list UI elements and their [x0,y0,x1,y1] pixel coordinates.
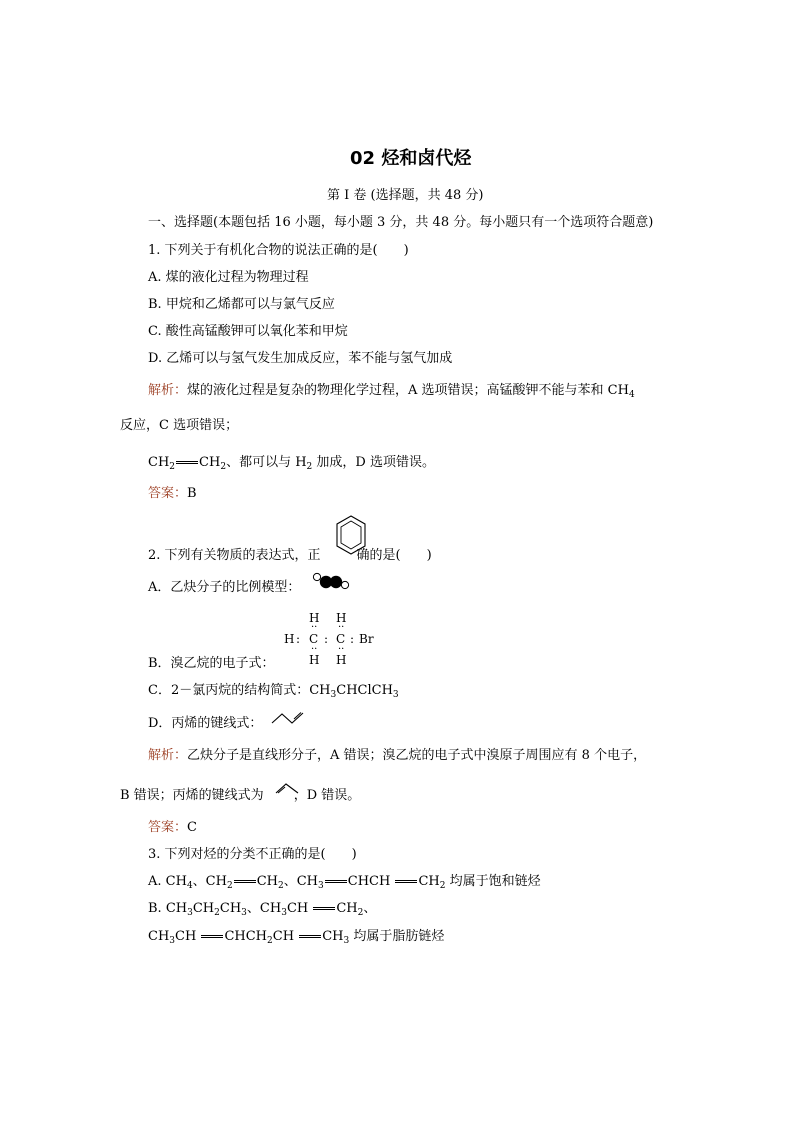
double-bond [201,935,223,938]
subscript: 2 [278,881,284,891]
acetylene-model-icon [311,572,351,590]
subscript: 2 [220,462,227,472]
formula-part: 、CH [246,901,282,916]
subscript: 3 [343,936,350,946]
subscript: 3 [392,690,399,700]
q2-stem [148,548,432,564]
atom-br: Br [359,632,374,646]
formula-part: CHCH [224,929,268,944]
electron-pair: : [350,632,355,646]
atom-h: H [309,653,320,667]
q1-analysis-line1 [148,383,635,399]
answer-value: B [187,486,197,501]
subscript: 2 [226,881,233,891]
double-bond [325,880,347,883]
electron-dots: ·· [338,644,345,655]
q1-option-b: B. 甲烷和乙烯都可以与氯气反应 [148,297,335,312]
q2-option-c [148,683,399,699]
atom-c: C [336,632,346,646]
formula-part: CH [256,874,278,889]
analysis-text: 加成，D 选项错误。 [312,455,435,470]
formula-part: 、CH [192,874,227,889]
subscript: 3 [187,908,193,918]
formula-part: 、 [363,901,377,916]
subscript: 2 [439,881,446,891]
formula-part: CH [175,929,201,944]
subscript: 2 [357,908,364,918]
electron-pair: : [324,632,329,646]
formula-part: 均属于脂肪链烃 [349,929,445,944]
subscript: 2 [267,936,273,946]
formula-part: 均属于饱和链烃 [445,874,541,889]
analysis-text: 乙炔分子是直线形分子，A 错误；溴乙烷的电子式中溴原子周围应有 8 个电子， [187,748,647,763]
formula-part: CH [148,929,170,944]
formula-part: CHCH [347,874,395,889]
formula-part: 、CH [283,874,319,889]
double-bond [313,907,335,910]
analysis-label: 解析： [148,748,188,763]
formula-part: CH [336,901,358,916]
formula-part: CH [286,901,313,916]
stem-part: 2. 下列有关物质的表达式，正 [148,548,321,563]
atom-h: H [336,653,347,667]
electron-dots: ·· [311,622,318,633]
page-title: 02 烃和卤代烃 [350,148,472,169]
q3-option-a [148,874,541,890]
electron-dots: ·· [311,644,318,655]
section-header: 第 Ⅰ 卷 (选择题，共 48 分) [327,188,484,203]
double-bond [395,880,417,883]
option-text: C．2－氯丙烷的结构简式：CH [148,683,331,698]
q2-analysis-line2 [120,788,360,804]
q1-analysis-line3 [148,455,435,471]
atom-h: H [284,632,295,646]
formula-part: B. CH [148,901,188,916]
q1-option-d: D. 乙烯可以与氢气发生加成反应，苯不能与氢气加成 [148,351,453,366]
q1-stem: 1. 下列关于有机化合物的说法正确的是( ) [148,243,409,258]
formula-part: CH [322,929,344,944]
electron-dots: ·· [338,622,345,633]
q2-option-b: B．溴乙烷的电子式： [148,656,275,671]
atom-c: C [309,632,319,646]
subscript: 3 [281,908,287,918]
formula-part: CH [272,929,299,944]
propene-skeletal-icon [270,710,306,726]
formula-part: CH [219,901,242,916]
subscript: 2 [214,908,220,918]
atom-h: H [309,611,320,625]
propene-correct-skeletal-icon [274,781,302,797]
analysis-text: 煤的液化过程是复杂的物理化学过程，A 选项错误；高锰酸钾不能与苯和 CH [187,383,629,398]
subscript: 3 [169,936,176,946]
subscript: 4 [186,881,193,891]
q1-option-a: A. 煤的液化过程为物理过程 [148,270,309,285]
q3-stem: 3. 下列对烃的分类不正确的是( ) [148,847,357,862]
subscript: 2 [306,462,313,472]
electron-pair: : [296,632,301,646]
double-bond [234,880,256,883]
atom-h: H [336,611,347,625]
analysis-label: 解析： [148,383,188,398]
subscript: 2 [169,462,176,472]
q1-option-c: C. 酸性高锰酸钾可以氧化苯和甲烷 [148,324,348,339]
subscript: 4 [628,390,635,400]
option-text: CHClCH [336,683,393,698]
answer-label: 答案： [148,486,188,501]
q2-option-d: D．丙烯的键线式： [148,716,263,731]
formula-part: CH [418,874,440,889]
subscript: 3 [318,881,324,891]
analysis-text: B 错误；丙烯的键线式为 [120,788,264,803]
answer-value: C [187,820,197,835]
q2-analysis-line1 [148,748,646,764]
q3-option-b-line1 [148,901,376,917]
formula-part: A. CH [148,874,187,889]
formula-part: CH [199,455,221,470]
answer-label: 答案： [148,820,188,835]
q1-answer [148,486,197,502]
double-bond [176,461,198,464]
formula-part: CH [192,901,215,916]
analysis-text: ，D 错误。 [293,788,361,803]
subscript: 3 [241,908,247,918]
q2-option-a: A．乙炔分子的比例模型： [148,580,301,595]
stem-part: 确的是( ) [356,548,432,563]
q1-analysis-line2: 反应，C 选项错误； [120,418,239,433]
subscript: 3 [330,690,337,700]
formula-part: CH [148,455,170,470]
analysis-text: 、都可以与 H [226,455,307,470]
double-bond [299,935,321,938]
electron-formula [282,610,392,666]
q2-answer [148,820,197,836]
section-intro: 一、选择题(本题包括 16 小题，每小题 3 分，共 48 分。每小题只有一个选项符合题意) [148,215,654,230]
q3-option-b-line2 [148,929,444,945]
